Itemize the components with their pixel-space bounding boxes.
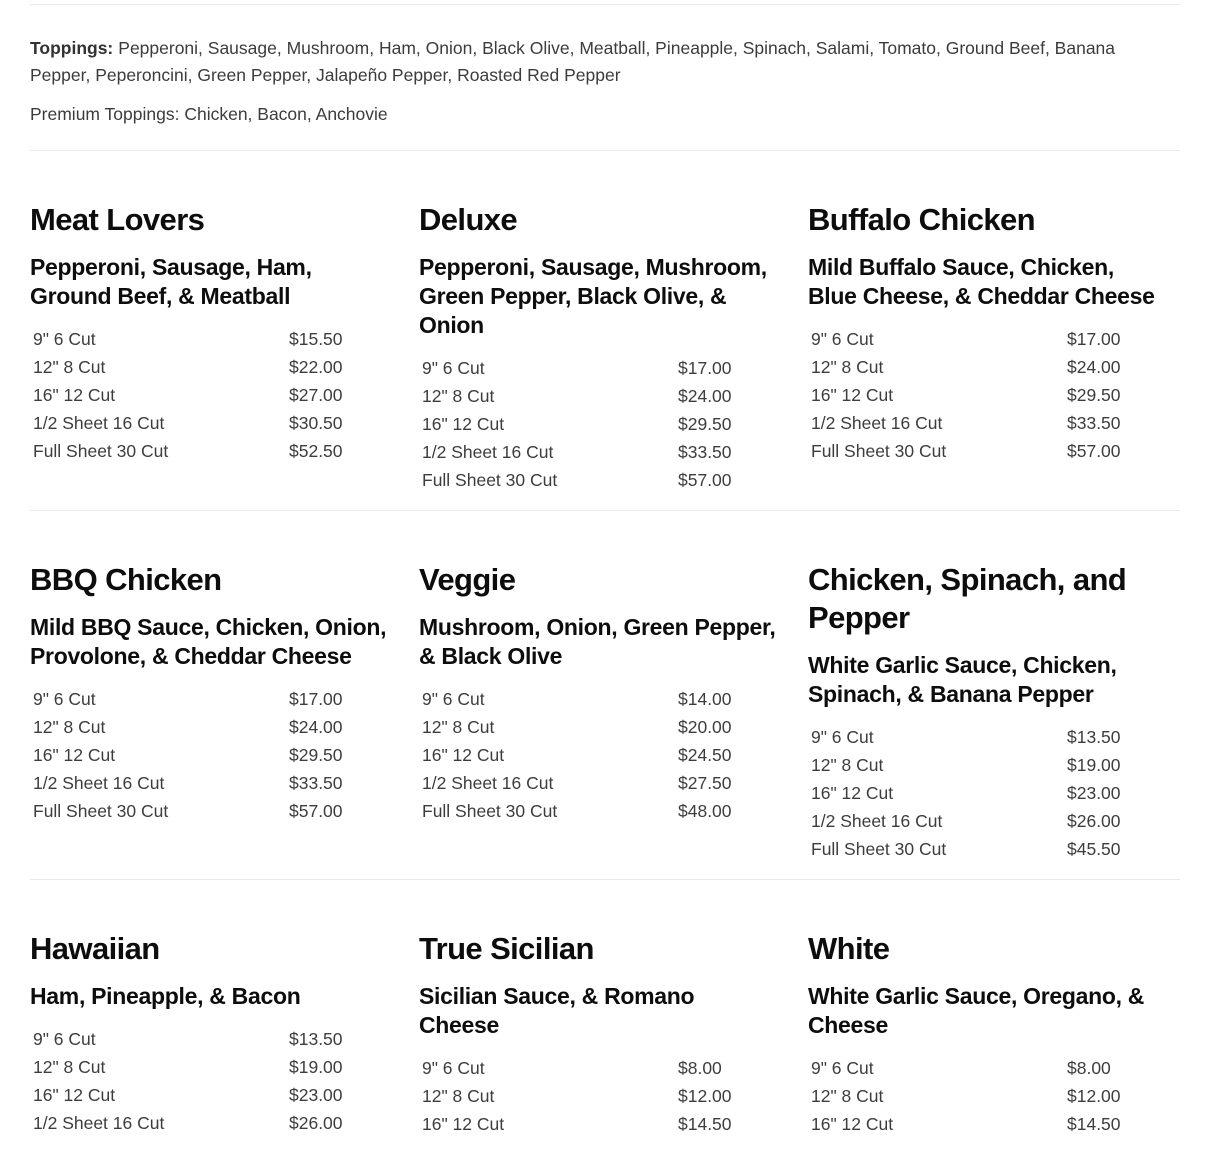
size-label: 12" 8 Cut	[811, 356, 884, 377]
price-value: $23.00	[1067, 782, 1121, 803]
size-label: 16" 12 Cut	[33, 384, 116, 405]
size-label: 12" 8 Cut	[33, 356, 106, 377]
price-value: $8.00	[678, 1057, 722, 1078]
price-table	[808, 1054, 1168, 1138]
price-value: $33.50	[289, 772, 343, 793]
size-label: 1/2 Sheet 16 Cut	[422, 441, 554, 462]
price-row	[30, 409, 390, 437]
size-label: 12" 8 Cut	[811, 754, 884, 775]
size-label: 9" 6 Cut	[33, 688, 96, 709]
price-value: $14.00	[678, 688, 732, 709]
price-value: $14.50	[1067, 1113, 1121, 1134]
price-row	[808, 381, 1168, 409]
price-row	[419, 354, 779, 382]
size-label: 9" 6 Cut	[811, 726, 874, 747]
price-row	[30, 797, 390, 825]
size-label: 1/2 Sheet 16 Cut	[422, 772, 554, 793]
toppings-section	[30, 5, 1180, 150]
price-value: $24.00	[678, 385, 732, 406]
price-row	[419, 1110, 779, 1138]
pizza-card-hawaiian	[30, 930, 390, 1138]
price-value: $52.50	[289, 440, 343, 461]
price-value: $8.00	[1067, 1057, 1111, 1078]
pizza-name: White	[808, 931, 890, 966]
price-row	[808, 325, 1168, 353]
size-label: 16" 12 Cut	[33, 1084, 116, 1105]
price-value: $19.00	[1067, 754, 1121, 775]
size-label: 16" 12 Cut	[422, 744, 505, 765]
pizza-name: Hawaiian	[30, 931, 160, 966]
price-row	[30, 381, 390, 409]
price-value: $27.50	[678, 772, 732, 793]
price-value: $20.00	[678, 716, 732, 737]
price-row	[30, 1081, 390, 1109]
price-value: $17.00	[289, 688, 343, 709]
size-label: Full Sheet 30 Cut	[33, 440, 169, 461]
pizza-card-meat-lovers	[30, 201, 390, 494]
price-row	[808, 437, 1168, 465]
toppings-line	[30, 35, 1180, 89]
price-table	[30, 685, 390, 825]
size-label: Full Sheet 30 Cut	[811, 440, 947, 461]
price-row	[808, 835, 1168, 863]
price-value: $24.00	[289, 716, 343, 737]
price-row	[419, 769, 779, 797]
price-value: $19.00	[289, 1056, 343, 1077]
price-value: $29.50	[289, 744, 343, 765]
price-value: $17.00	[1067, 328, 1121, 349]
size-label: 12" 8 Cut	[422, 1085, 495, 1106]
price-row	[808, 1110, 1168, 1138]
price-row	[808, 1054, 1168, 1082]
price-value: $29.50	[1067, 384, 1121, 405]
price-row	[419, 410, 779, 438]
size-label: 16" 12 Cut	[811, 1113, 894, 1134]
size-label: Full Sheet 30 Cut	[811, 838, 947, 859]
price-table	[808, 325, 1168, 465]
price-value: $12.00	[1067, 1085, 1121, 1106]
price-row	[808, 409, 1168, 437]
price-value: $29.50	[678, 413, 732, 434]
size-label: 9" 6 Cut	[33, 328, 96, 349]
price-row	[419, 741, 779, 769]
size-label: 9" 6 Cut	[422, 357, 485, 378]
price-value: $14.50	[678, 1113, 732, 1134]
size-label: 1/2 Sheet 16 Cut	[33, 772, 165, 793]
size-label: 12" 8 Cut	[33, 1056, 106, 1077]
price-value: $57.00	[289, 800, 343, 821]
pizza-description: Sicilian Sauce, & Romano Cheese	[419, 983, 695, 1038]
pizza-card-true-sicilian	[419, 930, 779, 1138]
pizza-row-2	[30, 511, 1180, 879]
pizza-description: White Garlic Sauce, Oregano, & Cheese	[808, 983, 1145, 1038]
size-label: 16" 12 Cut	[422, 1113, 505, 1134]
price-row	[808, 353, 1168, 381]
pizza-menu-page	[0, 4, 1210, 1154]
size-label: 12" 8 Cut	[422, 385, 495, 406]
price-value: $13.50	[289, 1028, 343, 1049]
price-value: $15.50	[289, 328, 343, 349]
price-value: $45.50	[1067, 838, 1121, 859]
size-label: 12" 8 Cut	[33, 716, 106, 737]
pizza-row-3	[30, 880, 1180, 1154]
size-label: Full Sheet 30 Cut	[422, 800, 558, 821]
price-value: $13.50	[1067, 726, 1121, 747]
size-label: 16" 12 Cut	[811, 384, 894, 405]
price-row	[30, 1053, 390, 1081]
size-label: 9" 6 Cut	[811, 328, 874, 349]
pizza-description: Pepperoni, Sausage, Ham, Ground Beef, & Meatball	[30, 254, 312, 309]
size-label: 1/2 Sheet 16 Cut	[33, 412, 165, 433]
pizza-card-chicken-spinach-pepper	[808, 561, 1168, 863]
premium-toppings-line: Premium Toppings: Chicken, Bacon, Anchovie	[30, 104, 388, 124]
pizza-description: Ham, Pineapple, & Bacon	[30, 983, 301, 1009]
price-row	[30, 713, 390, 741]
size-label: Full Sheet 30 Cut	[33, 800, 169, 821]
price-row	[30, 1109, 390, 1137]
size-label: Full Sheet 30 Cut	[422, 469, 558, 490]
pizza-card-deluxe	[419, 201, 779, 494]
price-table	[30, 325, 390, 465]
size-label: 1/2 Sheet 16 Cut	[811, 412, 943, 433]
size-label: 16" 12 Cut	[422, 413, 505, 434]
price-row	[419, 713, 779, 741]
price-row	[419, 685, 779, 713]
pizza-name: BBQ Chicken	[30, 562, 222, 597]
price-row	[419, 797, 779, 825]
price-table	[808, 723, 1168, 863]
price-table	[419, 354, 779, 494]
price-value: $33.50	[678, 441, 732, 462]
price-table	[419, 685, 779, 825]
pizza-name: Meat Lovers	[30, 202, 205, 237]
pizza-description: White Garlic Sauce, Chicken, Spinach, & Banana Pepper	[808, 652, 1117, 707]
size-label: 16" 12 Cut	[33, 744, 116, 765]
size-label: 9" 6 Cut	[422, 688, 485, 709]
price-row	[808, 723, 1168, 751]
toppings-list: Pepperoni, Sausage, Mushroom, Ham, Onion, Black Olive, Meatball, Pineapple, Spinach, Salami, Tomato, Ground Beef, Banana Pepper, Peperoncini, Green Pepper, Jalapeño Pepper, Roasted Red Pepper	[30, 38, 1116, 85]
price-row	[808, 807, 1168, 835]
price-row	[30, 353, 390, 381]
pizza-description: Pepperoni, Sausage, Mushroom, Green Pepper, Black Olive, & Onion	[419, 254, 767, 338]
size-label: 16" 12 Cut	[811, 782, 894, 803]
price-row	[419, 382, 779, 410]
price-row	[419, 438, 779, 466]
size-label: 12" 8 Cut	[422, 716, 495, 737]
size-label: 9" 6 Cut	[33, 1028, 96, 1049]
price-row	[30, 769, 390, 797]
price-row	[30, 741, 390, 769]
pizza-name: True Sicilian	[419, 931, 594, 966]
price-value: $48.00	[678, 800, 732, 821]
price-row	[30, 685, 390, 713]
price-value: $57.00	[678, 469, 732, 490]
price-row	[808, 1082, 1168, 1110]
price-row	[30, 1025, 390, 1053]
pizza-name: Buffalo Chicken	[808, 202, 1035, 237]
pizza-description: Mild Buffalo Sauce, Chicken, Blue Cheese, & Cheddar Cheese	[808, 254, 1155, 309]
price-table	[419, 1054, 779, 1138]
size-label: 9" 6 Cut	[422, 1057, 485, 1078]
pizza-name: Deluxe	[419, 202, 518, 237]
price-row	[419, 1054, 779, 1082]
price-table	[30, 1025, 390, 1137]
pizza-card-buffalo-chicken	[808, 201, 1168, 494]
price-value: $26.00	[289, 1112, 343, 1133]
price-value: $12.00	[678, 1085, 732, 1106]
pizza-row-1	[30, 151, 1180, 510]
price-row	[808, 751, 1168, 779]
pizza-name: Veggie	[419, 562, 516, 597]
size-label: 12" 8 Cut	[811, 1085, 884, 1106]
price-value: $22.00	[289, 356, 343, 377]
size-label: 1/2 Sheet 16 Cut	[811, 810, 943, 831]
price-row	[419, 466, 779, 494]
price-value: $23.00	[289, 1084, 343, 1105]
size-label: 1/2 Sheet 16 Cut	[33, 1112, 165, 1133]
price-row	[30, 437, 390, 465]
pizza-card-bbq-chicken	[30, 561, 390, 863]
pizza-card-veggie	[419, 561, 779, 863]
price-row	[419, 1082, 779, 1110]
size-label: 9" 6 Cut	[811, 1057, 874, 1078]
price-value: $24.50	[678, 744, 732, 765]
price-value: $27.00	[289, 384, 343, 405]
price-row	[30, 325, 390, 353]
price-value: $57.00	[1067, 440, 1121, 461]
price-row	[808, 779, 1168, 807]
pizza-description: Mushroom, Onion, Green Pepper, & Black Olive	[419, 614, 776, 669]
toppings-label: Toppings:	[30, 38, 114, 58]
price-value: $33.50	[1067, 412, 1121, 433]
pizza-card-white	[808, 930, 1168, 1138]
price-value: $26.00	[1067, 810, 1121, 831]
price-value: $30.50	[289, 412, 343, 433]
pizza-name: Chicken, Spinach, and Pepper	[808, 562, 1127, 635]
pizza-description: Mild BBQ Sauce, Chicken, Onion, Provolone, & Cheddar Cheese	[30, 614, 387, 669]
price-value: $24.00	[1067, 356, 1121, 377]
price-value: $17.00	[678, 357, 732, 378]
